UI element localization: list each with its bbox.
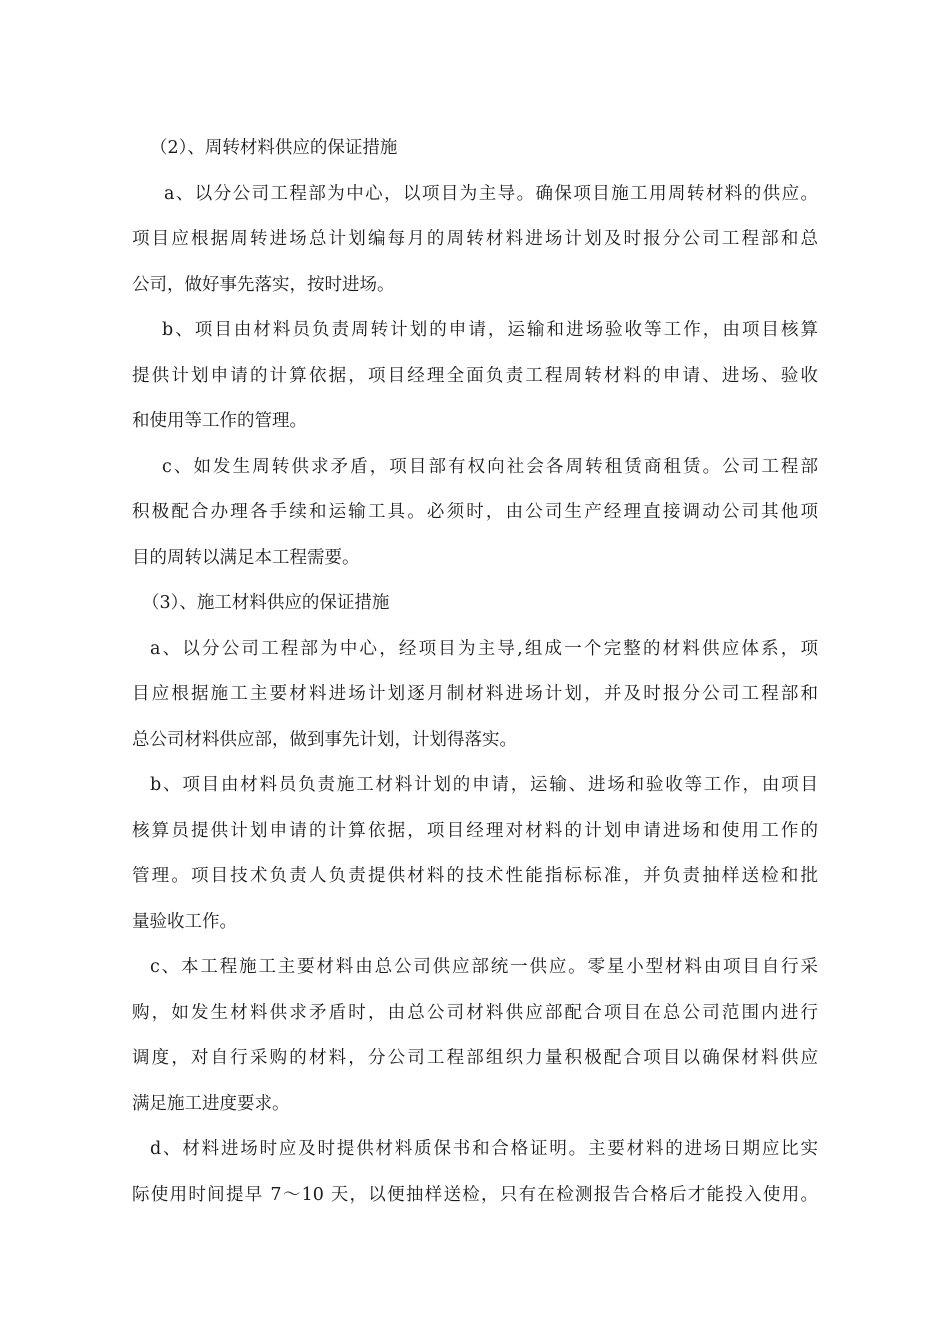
paragraph-line: c、如发生周转供求矛盾，项目部有权向社会各周转租赁商租赁。公司工程部	[162, 456, 818, 477]
paragraph-line: 积极配合办理各手续和运输工具。必须时，由公司生产经理直接调动公司其他项	[132, 502, 818, 522]
paragraph-line: 和使用等工作的管理。	[132, 411, 307, 431]
paragraph-line: 核算员提供计划申请的计算依据，项目经理对材料的计划申请进场和使用工作的	[132, 820, 818, 841]
paragraph-line: 际使用时间提早 7～10 天，以便抽样送检，只有在检测报告合格后才能投入使用。	[132, 1184, 818, 1205]
paragraph-line: c、本工程施工主要材料由总公司供应部统一供应。零星小型材料由项目自行采	[150, 957, 818, 977]
paragraph-line: d、材料进场时应及时提供材料质保书和合格证明。主要材料的进场日期应比实	[150, 1139, 818, 1159]
paragraph-line: b、项目由材料员负责施工材料计划的申请，运输、进场和验收等工作，由项目	[150, 775, 818, 795]
paragraph-line: 购，如发生材料供求矛盾时，由总公司材料供应部配合项目在总公司范围内进行	[132, 1002, 818, 1023]
paragraph-line: a、以分公司工程部为中心，经项目为主导,组成一个完整的材料供应体系，项	[150, 638, 818, 659]
paragraph-line: 项目应根据周转进场总计划编每月的周转材料进场计划及时报分公司工程部和总	[132, 229, 818, 249]
section-heading-2: （2）、周转材料供应的保证措施	[150, 138, 398, 158]
section-heading-3: （3）、施工材料供应的保证措施	[142, 593, 390, 613]
paragraph-line: 满足施工进度要求。	[132, 1093, 290, 1114]
paragraph-line: 目应根据施工主要材料进场计划逐月制材料进场计划，并及时报分公司工程部和	[132, 684, 818, 704]
paragraph-line: a、以分公司工程部为中心，以项目为主导。确保项目施工用周转材料的供应。	[164, 183, 818, 204]
paragraph-line: 管理。项目技术负责人负责提供材料的技术性能指标标准，并负责抽样送检和批	[132, 866, 818, 886]
document-body	[132, 126, 818, 1218]
paragraph-line: 总公司材料供应部，做到事先计划，计划得落实。	[132, 729, 517, 750]
paragraph-line: 提供计划申请的计算依据，项目经理全面负责工程周转材料的申请、进场、验收	[132, 365, 818, 386]
paragraph-line: 调度，对自行采购的材料，分公司工程部组织力量积极配合项目以确保材料供应	[132, 1048, 818, 1068]
paragraph-line: 目的周转以满足本工程需要。	[132, 547, 360, 568]
paragraph-line: 量验收工作。	[132, 911, 237, 932]
paragraph-line: 公司，做好事先落实，按时进场。	[132, 274, 395, 295]
paragraph-line: b、项目由材料员负责周转计划的申请，运输和进场验收等工作，由项目核算	[162, 320, 818, 340]
